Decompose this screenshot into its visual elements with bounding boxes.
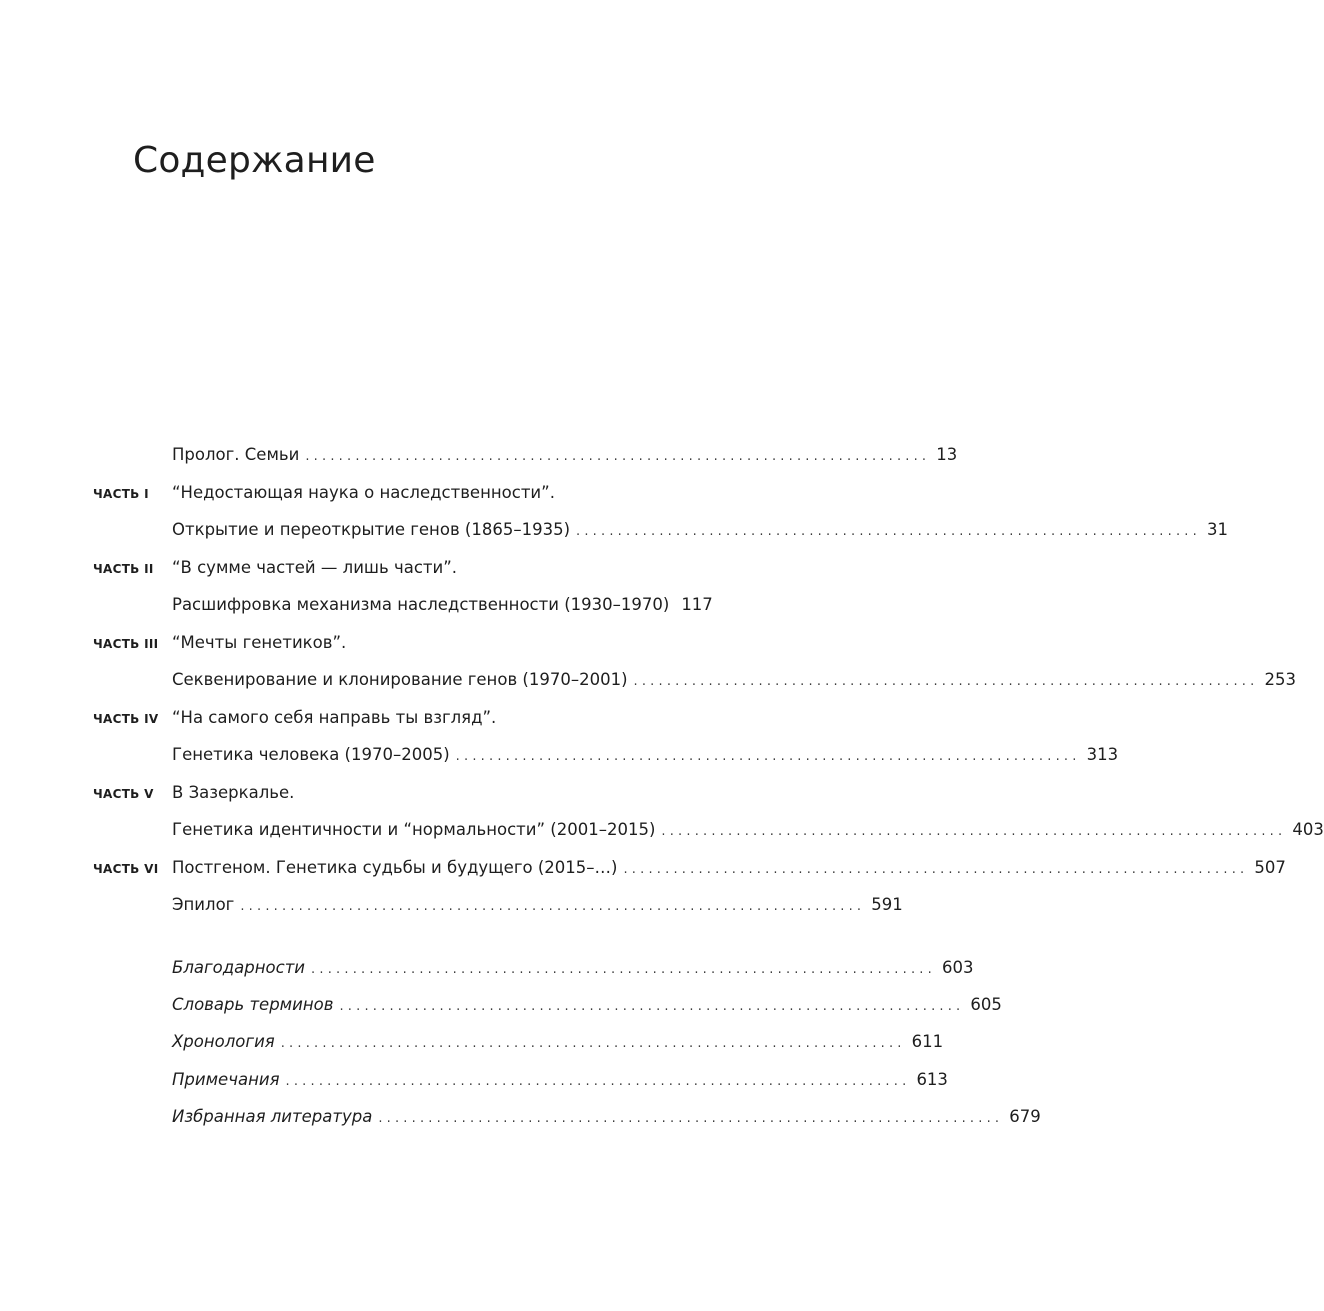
toc-row-back-matter xyxy=(0,1067,948,1093)
toc-row-back-matter xyxy=(0,955,974,981)
part-label: ЧАСТЬ I xyxy=(93,487,149,501)
dot-leader: ........................................................................... xyxy=(240,899,866,914)
page-number: 31 xyxy=(1206,520,1228,539)
toc-row-part5 xyxy=(0,817,1324,843)
toc-part-heading-row xyxy=(0,555,844,581)
toc-row-part3 xyxy=(0,667,1296,693)
entry-title: Генетика идентичности и “нормальности” (2001–2015) xyxy=(172,820,656,839)
entry-title: Пролог. Семьи xyxy=(172,445,300,464)
page-number: 613 xyxy=(916,1070,948,1089)
toc-entry[interactable] xyxy=(172,855,1286,883)
page-number: 611 xyxy=(911,1032,944,1051)
toc-row-prologue xyxy=(0,442,958,468)
toc-row-part1 xyxy=(0,517,1228,543)
part-label: ЧАСТЬ VI xyxy=(93,862,159,876)
page-number: 603 xyxy=(941,958,974,977)
dot-leader: ........................................................................... xyxy=(305,449,931,464)
entry-title: Секвенирование и клонирование генов (1970–2001) xyxy=(172,670,628,689)
toc-entry[interactable] xyxy=(172,992,1002,1020)
dot-leader: ........................................................................... xyxy=(339,999,965,1014)
entry-title: Избранная литература xyxy=(172,1107,373,1126)
page-number: 403 xyxy=(1292,820,1324,839)
part-heading: “Недостающая наука о наследственности”. xyxy=(172,483,555,502)
part-heading: “Мечты генетиков”. xyxy=(172,633,347,652)
toc-row-back-matter xyxy=(0,1104,1041,1130)
toc-row-part4 xyxy=(0,742,1119,768)
page-number: 253 xyxy=(1264,670,1296,689)
dot-leader: ........................................................................... xyxy=(280,1036,906,1051)
entry-title: Словарь терминов xyxy=(172,995,334,1014)
toc-row-back-matter xyxy=(0,1029,944,1055)
page-number: 313 xyxy=(1086,745,1119,764)
toc-part-heading-row xyxy=(0,705,844,731)
entry-title: Открытие и переоткрытие генов (1865–1935) xyxy=(172,520,571,539)
part-label: ЧАСТЬ IV xyxy=(93,712,159,726)
page-title: Содержание xyxy=(133,140,376,181)
dot-leader: ........................................................................... xyxy=(285,1074,911,1089)
entry-title: Генетика человека (1970–2005) xyxy=(172,745,450,764)
toc-row-back-matter xyxy=(0,992,1002,1018)
dot-leader: ........................................................................... xyxy=(633,674,1259,689)
page-number: 507 xyxy=(1254,858,1286,877)
page-number: 679 xyxy=(1009,1107,1041,1126)
page-number: 13 xyxy=(936,445,958,464)
toc-entry[interactable] xyxy=(172,1067,948,1095)
part-label: ЧАСТЬ III xyxy=(93,637,159,651)
page-number: 605 xyxy=(970,995,1002,1014)
toc-row-part2 xyxy=(0,592,844,618)
page-number: 591 xyxy=(871,895,903,914)
entry-title: Хронология xyxy=(172,1032,275,1051)
toc-row-epilogue xyxy=(0,892,903,918)
entry-title: Эпилог xyxy=(172,895,235,914)
part-heading: “В сумме частей — лишь части”. xyxy=(172,558,458,577)
entry-title: Благодарности xyxy=(172,958,306,977)
toc-row-part6 xyxy=(0,855,1286,881)
dot-leader: ........................................................................... xyxy=(623,862,1249,877)
page-number: 117 xyxy=(681,595,713,614)
dot-leader: ........................................................................... xyxy=(378,1111,1004,1126)
toc-entry[interactable] xyxy=(172,667,1296,695)
toc-entry[interactable] xyxy=(172,892,903,920)
part-label: ЧАСТЬ V xyxy=(93,787,154,801)
toc-part-heading-row xyxy=(0,780,844,806)
toc-part-heading-row xyxy=(0,630,844,656)
toc-entry[interactable] xyxy=(172,742,1119,770)
dot-leader: ........................................................................... xyxy=(661,824,1287,839)
toc-entry[interactable] xyxy=(172,817,1324,845)
toc-entry[interactable] xyxy=(172,442,958,470)
toc-entry[interactable] xyxy=(172,955,974,983)
toc-entry[interactable] xyxy=(172,1104,1041,1132)
part-heading: В Зазеркалье. xyxy=(172,783,295,802)
dot-leader: ........................................................................... xyxy=(455,749,1081,764)
dot-leader: ........................................................................... xyxy=(311,962,936,977)
entry-title: Постгеном. Генетика судьбы и будущего (2015–…) xyxy=(172,858,618,877)
entry-title: Примечания xyxy=(172,1070,280,1089)
toc-part-heading-row xyxy=(0,480,844,506)
part-label: ЧАСТЬ II xyxy=(93,562,154,576)
toc-entry[interactable] xyxy=(172,592,713,620)
dot-leader: ........................................................................... xyxy=(576,524,1201,539)
toc-entry[interactable] xyxy=(172,1029,944,1057)
part-heading: “На самого себя направь ты взгляд”. xyxy=(172,708,497,727)
entry-title: Расшифровка механизма наследственности (1930–1970) xyxy=(172,595,670,614)
toc-entry[interactable] xyxy=(172,517,1228,545)
